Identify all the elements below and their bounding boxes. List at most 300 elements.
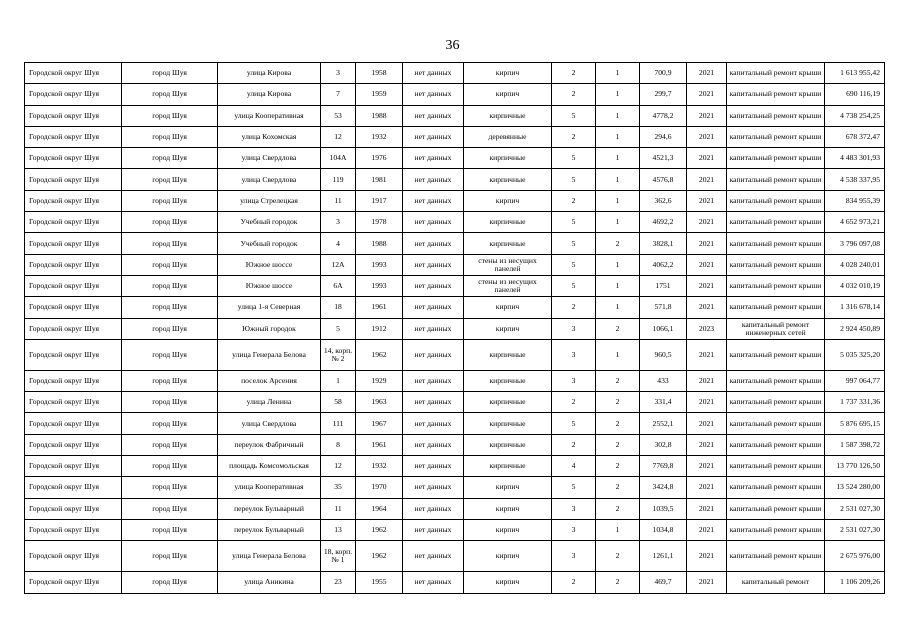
plan-year-cell: 2021 xyxy=(687,339,727,370)
city-cell: город Шуя xyxy=(122,434,218,455)
table-row xyxy=(25,541,885,572)
cost-cell: 5 876 695,15 xyxy=(825,413,885,434)
city-cell: город Шуя xyxy=(122,84,218,105)
area-cell: 3424,8 xyxy=(640,477,687,498)
plan-year-cell: 2021 xyxy=(687,63,727,84)
floors-cell: 3 xyxy=(552,498,596,519)
cost-cell: 834 955,39 xyxy=(825,190,885,211)
house-number-cell: 23 xyxy=(321,572,356,593)
status-cell: нет данных xyxy=(403,212,464,233)
cost-cell: 5 035 325,20 xyxy=(825,339,885,370)
build-year-cell: 1970 xyxy=(356,477,403,498)
cost-cell: 3 796 097,08 xyxy=(825,233,885,254)
house-number-cell: 8 xyxy=(321,434,356,455)
area-cell: 4692,2 xyxy=(640,212,687,233)
area-cell: 1751 xyxy=(640,275,687,296)
floors-cell: 5 xyxy=(552,254,596,275)
housing-repair-table xyxy=(24,62,885,594)
build-year-cell: 1958 xyxy=(356,63,403,84)
table-row xyxy=(25,190,885,211)
work-type-cell: капитальный ремонт крыши xyxy=(727,392,825,413)
house-number-cell: 58 xyxy=(321,392,356,413)
build-year-cell: 1988 xyxy=(356,105,403,126)
wall-material-cell: кирпич xyxy=(464,297,552,318)
work-type-cell: капитальный ремонт крыши xyxy=(727,169,825,190)
floors-cell: 5 xyxy=(552,169,596,190)
city-cell: город Шуя xyxy=(122,392,218,413)
status-cell: нет данных xyxy=(403,297,464,318)
status-cell: нет данных xyxy=(403,498,464,519)
entrances-cell: 2 xyxy=(596,233,640,254)
street-cell: переулок Бульварный xyxy=(218,519,321,540)
street-cell: улица Кохомская xyxy=(218,126,321,147)
house-number-cell: 111 xyxy=(321,413,356,434)
house-number-cell: 13 xyxy=(321,519,356,540)
entrances-cell: 1 xyxy=(596,105,640,126)
wall-material-cell: кирпичные xyxy=(464,370,552,391)
plan-year-cell: 2021 xyxy=(687,434,727,455)
city-cell: город Шуя xyxy=(122,297,218,318)
plan-year-cell: 2021 xyxy=(687,275,727,296)
status-cell: нет данных xyxy=(403,477,464,498)
entrances-cell: 2 xyxy=(596,370,640,391)
plan-year-cell: 2021 xyxy=(687,456,727,477)
plan-year-cell: 2021 xyxy=(687,392,727,413)
area-cell: 4062,2 xyxy=(640,254,687,275)
house-number-cell: 12 xyxy=(321,126,356,147)
work-type-cell: капитальный ремонт крыши xyxy=(727,63,825,84)
status-cell: нет данных xyxy=(403,84,464,105)
status-cell: нет данных xyxy=(403,392,464,413)
work-type-cell: капитальный ремонт крыши xyxy=(727,275,825,296)
status-cell: нет данных xyxy=(403,519,464,540)
work-type-cell: капитальный ремонт крыши xyxy=(727,434,825,455)
house-number-cell: 104А xyxy=(321,148,356,169)
work-type-cell: капитальный ремонт крыши xyxy=(727,212,825,233)
wall-material-cell: деревянные xyxy=(464,126,552,147)
cost-cell: 4 032 010,19 xyxy=(825,275,885,296)
build-year-cell: 1961 xyxy=(356,434,403,455)
area-cell: 1039,5 xyxy=(640,498,687,519)
floors-cell: 3 xyxy=(552,339,596,370)
house-number-cell: 53 xyxy=(321,105,356,126)
status-cell: нет данных xyxy=(403,63,464,84)
house-number-cell: 6А xyxy=(321,275,356,296)
street-cell: улица Кооперативная xyxy=(218,105,321,126)
status-cell: нет данных xyxy=(403,572,464,593)
entrances-cell: 2 xyxy=(596,456,640,477)
status-cell: нет данных xyxy=(403,190,464,211)
floors-cell: 5 xyxy=(552,148,596,169)
work-type-cell: капитальный ремонт крыши xyxy=(727,413,825,434)
floors-cell: 5 xyxy=(552,275,596,296)
floors-cell: 4 xyxy=(552,456,596,477)
work-type-cell: капитальный ремонт крыши xyxy=(727,297,825,318)
city-cell: город Шуя xyxy=(122,498,218,519)
work-type-cell: капитальный ремонт крыши xyxy=(727,126,825,147)
wall-material-cell: стены из несущих панелей xyxy=(464,275,552,296)
build-year-cell: 1993 xyxy=(356,254,403,275)
city-cell: город Шуя xyxy=(122,456,218,477)
plan-year-cell: 2021 xyxy=(687,413,727,434)
house-number-cell: 14, корп. № 2 xyxy=(321,339,356,370)
city-cell: город Шуя xyxy=(122,318,218,339)
city-cell: город Шуя xyxy=(122,541,218,572)
plan-year-cell: 2021 xyxy=(687,190,727,211)
status-cell: нет данных xyxy=(403,275,464,296)
entrances-cell: 2 xyxy=(596,434,640,455)
table-row xyxy=(25,477,885,498)
street-cell: Учебный городок xyxy=(218,233,321,254)
floors-cell: 2 xyxy=(552,392,596,413)
build-year-cell: 1917 xyxy=(356,190,403,211)
build-year-cell: 1961 xyxy=(356,297,403,318)
area-cell: 433 xyxy=(640,370,687,391)
area-cell: 4576,8 xyxy=(640,169,687,190)
house-number-cell: 12 xyxy=(321,456,356,477)
wall-material-cell: кирпичные xyxy=(464,212,552,233)
street-cell: улица Свердлова xyxy=(218,148,321,169)
status-cell: нет данных xyxy=(403,233,464,254)
work-type-cell: капитальный ремонт xyxy=(727,572,825,593)
entrances-cell: 2 xyxy=(596,413,640,434)
table-row xyxy=(25,392,885,413)
status-cell: нет данных xyxy=(403,456,464,477)
floors-cell: 5 xyxy=(552,413,596,434)
house-number-cell: 18, корп. № 1 xyxy=(321,541,356,572)
street-cell: улица Кирова xyxy=(218,63,321,84)
area-cell: 362,6 xyxy=(640,190,687,211)
wall-material-cell: кирпичные xyxy=(464,434,552,455)
wall-material-cell: кирпич xyxy=(464,572,552,593)
house-number-cell: 4 xyxy=(321,233,356,254)
work-type-cell: капитальный ремонт крыши xyxy=(727,84,825,105)
status-cell: нет данных xyxy=(403,105,464,126)
house-number-cell: 119 xyxy=(321,169,356,190)
work-type-cell: капитальный ремонт инженерных сетей xyxy=(727,318,825,339)
build-year-cell: 1978 xyxy=(356,212,403,233)
owner-cell: Городской округ Шуя xyxy=(25,519,122,540)
table-row xyxy=(25,413,885,434)
area-cell: 1261,1 xyxy=(640,541,687,572)
floors-cell: 2 xyxy=(552,572,596,593)
wall-material-cell: кирпич xyxy=(464,84,552,105)
wall-material-cell: кирпич xyxy=(464,63,552,84)
cost-cell: 1 737 331,36 xyxy=(825,392,885,413)
floors-cell: 5 xyxy=(552,212,596,233)
house-number-cell: 5 xyxy=(321,318,356,339)
floors-cell: 3 xyxy=(552,519,596,540)
cost-cell: 4 538 337,95 xyxy=(825,169,885,190)
work-type-cell: капитальный ремонт крыши xyxy=(727,541,825,572)
house-number-cell: 11 xyxy=(321,498,356,519)
table-row xyxy=(25,339,885,370)
status-cell: нет данных xyxy=(403,148,464,169)
street-cell: улица Свердлова xyxy=(218,169,321,190)
entrances-cell: 2 xyxy=(596,318,640,339)
build-year-cell: 1962 xyxy=(356,541,403,572)
table-row xyxy=(25,519,885,540)
floors-cell: 2 xyxy=(552,434,596,455)
table-body xyxy=(25,63,885,594)
plan-year-cell: 2021 xyxy=(687,498,727,519)
table-row xyxy=(25,370,885,391)
table-row xyxy=(25,456,885,477)
owner-cell: Городской округ Шуя xyxy=(25,318,122,339)
work-type-cell: капитальный ремонт крыши xyxy=(727,370,825,391)
city-cell: город Шуя xyxy=(122,190,218,211)
owner-cell: Городской округ Шуя xyxy=(25,572,122,593)
work-type-cell: капитальный ремонт крыши xyxy=(727,498,825,519)
cost-cell: 13 770 126,50 xyxy=(825,456,885,477)
floors-cell: 2 xyxy=(552,63,596,84)
cost-cell: 1 587 398,72 xyxy=(825,434,885,455)
owner-cell: Городской округ Шуя xyxy=(25,275,122,296)
entrances-cell: 1 xyxy=(596,84,640,105)
cost-cell: 2 675 976,00 xyxy=(825,541,885,572)
entrances-cell: 1 xyxy=(596,169,640,190)
house-number-cell: 35 xyxy=(321,477,356,498)
build-year-cell: 1993 xyxy=(356,275,403,296)
floors-cell: 2 xyxy=(552,84,596,105)
owner-cell: Городской округ Шуя xyxy=(25,254,122,275)
table-row xyxy=(25,572,885,593)
entrances-cell: 1 xyxy=(596,339,640,370)
plan-year-cell: 2021 xyxy=(687,148,727,169)
table-row xyxy=(25,297,885,318)
build-year-cell: 1955 xyxy=(356,572,403,593)
table-row xyxy=(25,63,885,84)
wall-material-cell: кирпич xyxy=(464,498,552,519)
build-year-cell: 1959 xyxy=(356,84,403,105)
floors-cell: 5 xyxy=(552,477,596,498)
street-cell: улица Свердлова xyxy=(218,413,321,434)
entrances-cell: 1 xyxy=(596,297,640,318)
build-year-cell: 1981 xyxy=(356,169,403,190)
plan-year-cell: 2021 xyxy=(687,370,727,391)
entrances-cell: 2 xyxy=(596,541,640,572)
table-row xyxy=(25,434,885,455)
build-year-cell: 1912 xyxy=(356,318,403,339)
house-number-cell: 1 xyxy=(321,370,356,391)
table-row xyxy=(25,318,885,339)
cost-cell: 4 738 254,25 xyxy=(825,105,885,126)
owner-cell: Городской округ Шуя xyxy=(25,148,122,169)
street-cell: улица Стрелецкая xyxy=(218,190,321,211)
area-cell: 7769,8 xyxy=(640,456,687,477)
area-cell: 571,8 xyxy=(640,297,687,318)
wall-material-cell: стены из несущих панелей xyxy=(464,254,552,275)
table-row xyxy=(25,212,885,233)
status-cell: нет данных xyxy=(403,318,464,339)
build-year-cell: 1963 xyxy=(356,392,403,413)
owner-cell: Городской округ Шуя xyxy=(25,297,122,318)
wall-material-cell: кирпичные xyxy=(464,105,552,126)
city-cell: город Шуя xyxy=(122,370,218,391)
table-row xyxy=(25,148,885,169)
wall-material-cell: кирпичные xyxy=(464,456,552,477)
area-cell: 4778,2 xyxy=(640,105,687,126)
plan-year-cell: 2021 xyxy=(687,297,727,318)
work-type-cell: капитальный ремонт крыши xyxy=(727,148,825,169)
floors-cell: 2 xyxy=(552,190,596,211)
work-type-cell: капитальный ремонт крыши xyxy=(727,519,825,540)
table-row xyxy=(25,254,885,275)
cost-cell: 4 652 973,21 xyxy=(825,212,885,233)
cost-cell: 997 064,77 xyxy=(825,370,885,391)
status-cell: нет данных xyxy=(403,370,464,391)
table-row xyxy=(25,126,885,147)
floors-cell: 5 xyxy=(552,233,596,254)
house-number-cell: 18 xyxy=(321,297,356,318)
cost-cell: 4 483 301,93 xyxy=(825,148,885,169)
build-year-cell: 1932 xyxy=(356,456,403,477)
entrances-cell: 1 xyxy=(596,126,640,147)
street-cell: улица Кооперативная xyxy=(218,477,321,498)
city-cell: город Шуя xyxy=(122,169,218,190)
cost-cell: 678 372,47 xyxy=(825,126,885,147)
entrances-cell: 2 xyxy=(596,572,640,593)
owner-cell: Городской округ Шуя xyxy=(25,169,122,190)
house-number-cell: 7 xyxy=(321,84,356,105)
wall-material-cell: кирпич xyxy=(464,519,552,540)
build-year-cell: 1932 xyxy=(356,126,403,147)
owner-cell: Городской округ Шуя xyxy=(25,126,122,147)
wall-material-cell: кирпичные xyxy=(464,169,552,190)
area-cell: 1034,8 xyxy=(640,519,687,540)
plan-year-cell: 2021 xyxy=(687,519,727,540)
plan-year-cell: 2021 xyxy=(687,572,727,593)
work-type-cell: капитальный ремонт крыши xyxy=(727,105,825,126)
build-year-cell: 1988 xyxy=(356,233,403,254)
house-number-cell: 3 xyxy=(321,63,356,84)
plan-year-cell: 2021 xyxy=(687,233,727,254)
plan-year-cell: 2021 xyxy=(687,254,727,275)
plan-year-cell: 2021 xyxy=(687,169,727,190)
city-cell: город Шуя xyxy=(122,233,218,254)
table-row xyxy=(25,169,885,190)
street-cell: поселок Арсения xyxy=(218,370,321,391)
street-cell: улица Генерала Белова xyxy=(218,541,321,572)
plan-year-cell: 2021 xyxy=(687,105,727,126)
work-type-cell: капитальный ремонт крыши xyxy=(727,456,825,477)
city-cell: город Шуя xyxy=(122,275,218,296)
city-cell: город Шуя xyxy=(122,63,218,84)
street-cell: улица Ленина xyxy=(218,392,321,413)
cost-cell: 1 613 955,42 xyxy=(825,63,885,84)
owner-cell: Городской округ Шуя xyxy=(25,413,122,434)
entrances-cell: 1 xyxy=(596,254,640,275)
street-cell: Учебный городок xyxy=(218,212,321,233)
status-cell: нет данных xyxy=(403,434,464,455)
floors-cell: 2 xyxy=(552,297,596,318)
street-cell: улица Генерала Белова xyxy=(218,339,321,370)
house-number-cell: 3 xyxy=(321,212,356,233)
status-cell: нет данных xyxy=(403,126,464,147)
owner-cell: Городской округ Шуя xyxy=(25,190,122,211)
wall-material-cell: кирпич xyxy=(464,190,552,211)
cost-cell: 2 924 450,89 xyxy=(825,318,885,339)
entrances-cell: 1 xyxy=(596,519,640,540)
wall-material-cell: кирпичные xyxy=(464,148,552,169)
plan-year-cell: 2021 xyxy=(687,541,727,572)
plan-year-cell: 2021 xyxy=(687,84,727,105)
cost-cell: 13 524 280,00 xyxy=(825,477,885,498)
city-cell: город Шуя xyxy=(122,126,218,147)
area-cell: 3828,1 xyxy=(640,233,687,254)
wall-material-cell: кирпичные xyxy=(464,339,552,370)
area-cell: 4521,3 xyxy=(640,148,687,169)
owner-cell: Городской округ Шуя xyxy=(25,370,122,391)
area-cell: 302,8 xyxy=(640,434,687,455)
entrances-cell: 2 xyxy=(596,477,640,498)
floors-cell: 5 xyxy=(552,105,596,126)
city-cell: город Шуя xyxy=(122,519,218,540)
owner-cell: Городской округ Шуя xyxy=(25,392,122,413)
work-type-cell: капитальный ремонт крыши xyxy=(727,190,825,211)
cost-cell: 2 531 027,30 xyxy=(825,519,885,540)
floors-cell: 3 xyxy=(552,541,596,572)
street-cell: площадь Комсомольская xyxy=(218,456,321,477)
area-cell: 1066,1 xyxy=(640,318,687,339)
street-cell: переулок Фабричный xyxy=(218,434,321,455)
city-cell: город Шуя xyxy=(122,212,218,233)
owner-cell: Городской округ Шуя xyxy=(25,541,122,572)
street-cell: Южное шоссе xyxy=(218,254,321,275)
owner-cell: Городской округ Шуя xyxy=(25,339,122,370)
street-cell: улица Кирова xyxy=(218,84,321,105)
area-cell: 331,4 xyxy=(640,392,687,413)
build-year-cell: 1967 xyxy=(356,413,403,434)
owner-cell: Городской округ Шуя xyxy=(25,233,122,254)
table-row xyxy=(25,84,885,105)
owner-cell: Городской округ Шуя xyxy=(25,212,122,233)
city-cell: город Шуя xyxy=(122,254,218,275)
street-cell: улица Аникина xyxy=(218,572,321,593)
area-cell: 299,7 xyxy=(640,84,687,105)
house-number-cell: 11 xyxy=(321,190,356,211)
status-cell: нет данных xyxy=(403,169,464,190)
work-type-cell: капитальный ремонт крыши xyxy=(727,254,825,275)
entrances-cell: 1 xyxy=(596,212,640,233)
area-cell: 960,5 xyxy=(640,339,687,370)
wall-material-cell: кирпич xyxy=(464,541,552,572)
entrances-cell: 1 xyxy=(596,63,640,84)
city-cell: город Шуя xyxy=(122,477,218,498)
cost-cell: 1 316 678,14 xyxy=(825,297,885,318)
area-cell: 294,6 xyxy=(640,126,687,147)
street-cell: Южный городок xyxy=(218,318,321,339)
entrances-cell: 2 xyxy=(596,392,640,413)
build-year-cell: 1962 xyxy=(356,339,403,370)
status-cell: нет данных xyxy=(403,254,464,275)
owner-cell: Городской округ Шуя xyxy=(25,477,122,498)
wall-material-cell: кирпичные xyxy=(464,392,552,413)
plan-year-cell: 2021 xyxy=(687,212,727,233)
build-year-cell: 1929 xyxy=(356,370,403,391)
city-cell: город Шуя xyxy=(122,339,218,370)
area-cell: 700,9 xyxy=(640,63,687,84)
table-row xyxy=(25,105,885,126)
owner-cell: Городской округ Шуя xyxy=(25,456,122,477)
street-cell: Южное шоссе xyxy=(218,275,321,296)
status-cell: нет данных xyxy=(403,541,464,572)
owner-cell: Городской округ Шуя xyxy=(25,434,122,455)
build-year-cell: 1976 xyxy=(356,148,403,169)
plan-year-cell: 2023 xyxy=(687,318,727,339)
floors-cell: 3 xyxy=(552,370,596,391)
work-type-cell: капитальный ремонт крыши xyxy=(727,339,825,370)
